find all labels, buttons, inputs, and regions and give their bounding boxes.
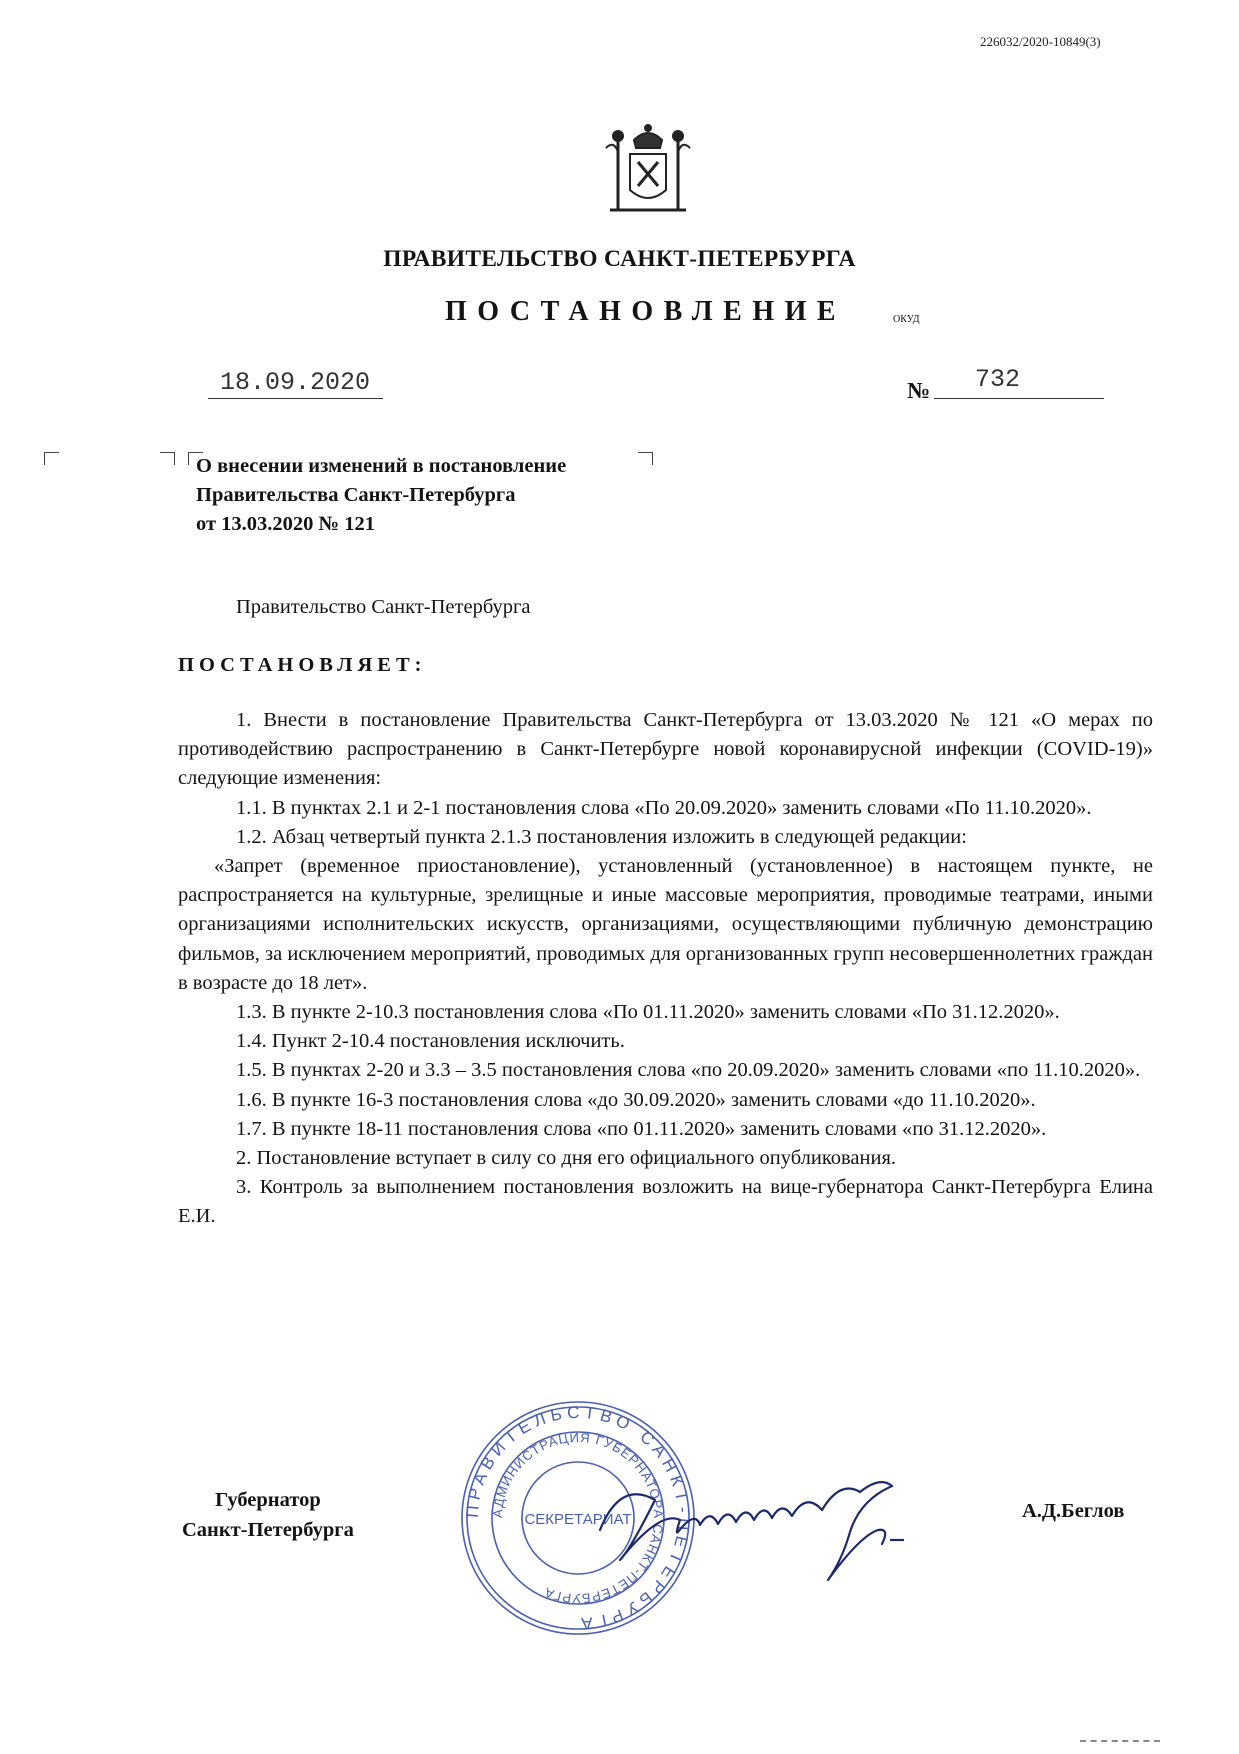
paragraph: 1.6. В пункте 16-3 постановления слова «до 30.09.2020» заменить словами «до 11.10.2020». [236,1088,1036,1111]
okud-label: ОКУД [893,314,920,325]
handwritten-signature [560,1440,940,1600]
date-underline [208,398,383,399]
document-subject [196,452,566,539]
paragraph: 1.2. Абзац четвертый пункта 2.1.3 постановления изложить в следующей редакции: [236,825,967,848]
paragraph: 1.5. В пунктах 2-20 и 3.3 – 3.5 постановления слова «по 20.09.2020» заменить словами «по 11.10.2020». [236,1059,1141,1082]
subject-line: Правительства Санкт-Петербурга [196,484,516,506]
decrees-heading: ПОСТАНОВЛЯЕТ: [178,654,427,676]
stamp-inner-text: АДМИНИСТРАЦИЯ ГУБЕРНАТОРА САНКТ-ПЕТЕРБУРГА [489,1429,667,1607]
corner-mark-left [44,452,59,465]
document-body [178,706,1153,1232]
scan-edge-mark [1080,1740,1160,1742]
document-date: 18.09.2020 [220,368,371,397]
signer-name: А.Д.Беглов [1022,1500,1125,1522]
position-line: Губернатор [215,1489,321,1511]
position-line: Санкт-Петербурга [182,1519,354,1541]
paragraph: 1. Внести в постановление Правительства Санкт-Петербурга от 13.03.2020 № 121 «О мерах по противодействию распространению в Санкт-Петербурге новой коронавирусной инфекции (COVID-19)» следующие изменения: [178,709,1153,790]
corner-mark-mid [160,452,175,465]
registration-number: 226032/2020-10849(3) [980,34,1101,49]
paragraph: 1.7. В пункте 18-11 постановления слова «по 01.11.2020» заменить словами «по 31.12.2020». [236,1117,1047,1140]
document-number: 732 [975,365,1021,394]
paragraph: 1.1. В пунктах 2.1 и 2-1 постановления слова «По 20.09.2020» заменить словами «По 11.10.2020». [236,796,1092,819]
government-name: ПРАВИТЕЛЬСТВО САНКТ-ПЕТЕРБУРГА [383,246,856,272]
subject-line: от 13.03.2020 № 121 [196,513,376,535]
coat-of-arms-emblem [596,118,700,218]
preamble-body-name: Правительство Санкт-Петербурга [236,596,531,618]
subject-line: О внесении изменений в постановление [196,455,567,477]
stamp-center-text: СЕКРЕТАРИАТ [524,1511,632,1528]
number-underline [934,398,1104,399]
paragraph: 2. Постановление вступает в силу со дня его официального опубликования. [236,1147,897,1170]
document-type-title: ПОСТАНОВЛЕНИЕ [445,296,847,327]
stamp-outer-text: ПРАВИТЕЛЬСТВО САНКТ-ПЕТЕРБУРГА [462,1402,694,1634]
paragraph: 1.4. Пункт 2-10.4 постановления исключить. [236,1030,625,1053]
paragraph: 1.3. В пункте 2-10.3 постановления слова «По 01.11.2020» заменить словами «По 31.12.2020». [236,1001,1060,1024]
paragraph: 3. Контроль за выполнением постановления возложить на вице-губернатора Санкт-Петербурга Елина Е.И. [178,1176,1153,1228]
paragraph: «Запрет (временное приостановление), установленный (установленное) в настоящем пункте, не распространяется на культурные, зрелищные и иные массовые мероприятия, проводимые театрами, иными организациями исполнительских искусств, организациями, осуществляющими публичную демонстрацию фильмов, за исключением мероприятий, проводимых для организованных групп несовершеннолетних граждан в возрасте до 18 лет». [178,855,1153,994]
number-sign: № [907,378,931,403]
signer-position [182,1485,354,1545]
corner-mark-subject-right [638,452,653,465]
